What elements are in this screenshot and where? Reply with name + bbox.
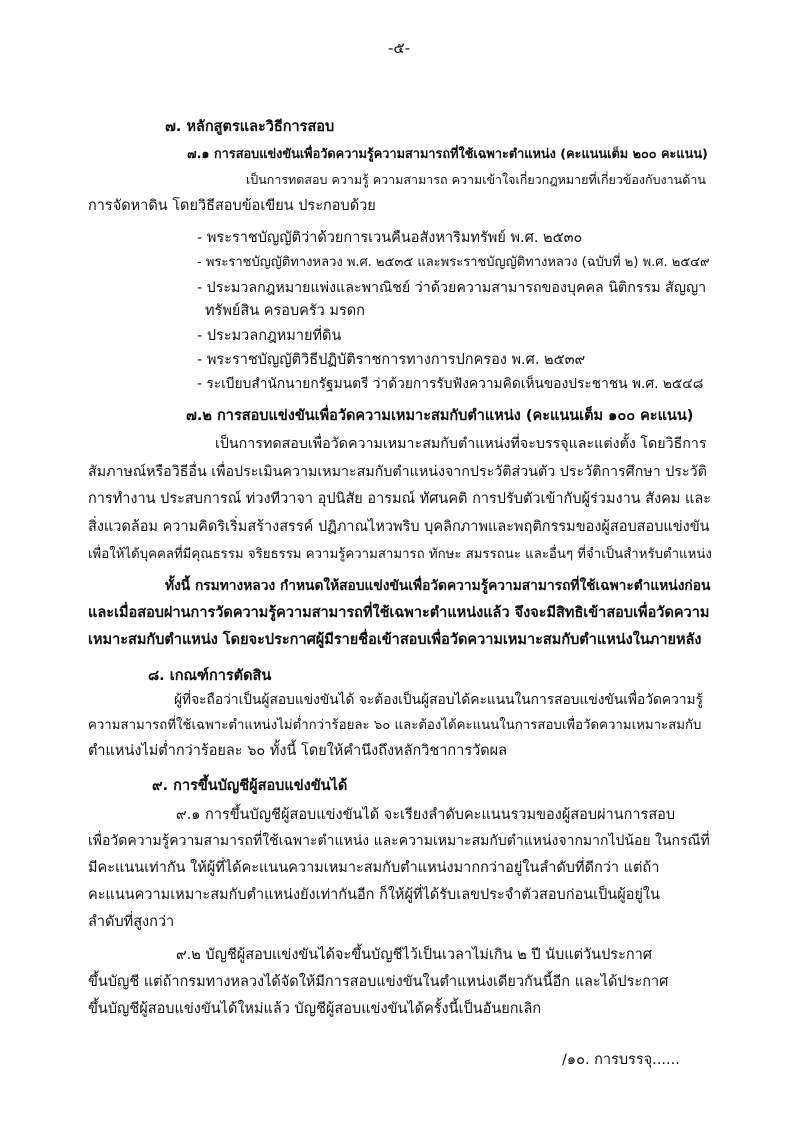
section-9-1-line: มีคะแนนเท่ากัน ให้ผู้ที่ได้คะแนนความเหมาะสมกับตำแหน่งมากกว่าอยู่ในลำดับที่ดีกว่า แต่ถ้า xyxy=(88,860,660,876)
law-list-item: - พระราชบัญญัติว่าด้วยการเวนคืนอสังหาริมทรัพย์ พ.ศ. ๒๕๓๐ xyxy=(197,230,583,246)
note-line: ทั้งนี้ กรมทางหลวง กำหนดให้สอบแข่งขันเพื่อวัดความรู้ความสามารถที่ใช้เฉพาะตำแหน่งก่อน xyxy=(165,578,711,594)
section-8-line: ตำแหน่งไม่ต่ำกว่าร้อยละ ๖๐ ทั้งนี้ โดยให้คำนึงถึงหลักวิชาการวัดผล xyxy=(88,743,508,759)
section-8-heading: ๘. เกณฑ์การตัดสิน xyxy=(148,668,272,684)
section-8-line: ผู้ที่จะถือว่าเป็นผู้สอบแข่งขันได้ จะต้องเป็นผู้สอบได้คะแนนในการสอบแข่งขันเพื่อวัดความรู้ xyxy=(174,692,703,708)
section-7-2-line: การทำงาน ประสบการณ์ ท่วงทีวาจา อุปนิสัย อารมณ์ ทัศนคติ การปรับตัวเข้ากับผู้ร่วมงาน สังคม และ xyxy=(88,491,712,507)
section-8-line: ความสามารถที่ใช้เฉพาะตำแหน่งไม่ต่ำกว่าร้อยละ ๖๐ และต้องได้คะแนนในการสอบเพื่อวัดความเหมาะสมกับ xyxy=(88,718,702,733)
continuation-text: /๑๐. การบรรจุ...... xyxy=(562,1052,680,1068)
law-list-item: - ระเบียบสำนักนายกรัฐมนตรี ว่าด้วยการรับฟังความคิดเห็นของประชาชน พ.ศ. ๒๕๔๘ xyxy=(197,376,704,392)
law-list-item: - พระราชบัญญัติทางหลวง พ.ศ. ๒๕๓๕ และพระราชบัญญัติทางหลวง (ฉบับที่ ๒) พ.ศ. ๒๕๔๙ xyxy=(197,255,710,270)
section-9-2-line: ๙.๒ บัญชีผู้สอบแข่งขันได้จะขึ้นบัญชีไว้เป็นเวลาไม่เกิน ๒ ปี นับแต่วันประกาศ xyxy=(176,947,652,963)
section-9-2-line: ขึ้นบัญชีผู้สอบแข่งขันได้ใหม่แล้ว บัญชีผู้สอบแข่งขันได้ครั้งนี้เป็นอันยกเลิก xyxy=(88,1001,542,1017)
law-list-item: - ประมวลกฎหมายแพ่งและพาณิชย์ ว่าด้วยความสามารถของบุคคล นิติกรรม สัญญา xyxy=(197,280,707,296)
section-7-2-line: เป็นการทดสอบเพื่อวัดความเหมาะสมกับตำแหน่งที่จะบรรจุและแต่งตั้ง โดยวิธีการ xyxy=(215,436,707,452)
note-line: เหมาะสมกับตำแหน่ง โดยจะประกาศผู้มีรายชื่อเข้าสอบเพื่อวัดความเหมาะสมกับตำแหน่งในภายหลัง xyxy=(88,632,702,648)
section-7-2-line: สัมภาษณ์หรือวิธีอื่น เพื่อประเมินความเหมาะสมกับตำแหน่งจากประวัติส่วนตัว ประวัติการศึกษา ประวัติ xyxy=(88,464,707,480)
note-line: และเมื่อสอบผ่านการวัดความรู้ความสามารถที่ใช้เฉพาะตำแหน่งแล้ว จึงจะมีสิทธิเข้าสอบเพื่อวัดความ xyxy=(88,605,710,621)
section-7-1-heading: ๗.๑ การสอบแข่งขันเพื่อวัดความรู้ความสามารถที่ใช้เฉพาะตำแหน่ง (คะแนนเต็ม ๒๐๐ คะแนน) xyxy=(187,147,708,162)
law-list-item: - พระราชบัญญัติวิธีปฏิบัติราชการทางการปกครอง พ.ศ. ๒๕๓๙ xyxy=(197,352,586,368)
section-9-heading: ๙. การขึ้นบัญชีผู้สอบแข่งขันได้ xyxy=(152,778,348,794)
section-9-1-line: เพื่อวัดความรู้ความสามารถที่ใช้เฉพาะตำแหน่ง และความเหมาะสมกับตำแหน่งจากมากไปน้อย ในกรณีที่ xyxy=(88,833,710,849)
section-9-2-line: ขึ้นบัญชี แต่ถ้ากรมทางหลวงได้จัดให้มีการสอบแข่งขันในตำแหน่งเดียวกันนี้อีก และได้ประกาศ xyxy=(88,974,669,990)
section-7-1-line: เป็นการทดสอบ ความรู้ ความสามารถ ความเข้าใจเกี่ยวกฎหมายที่เกี่ยวข้องกับงานด้าน xyxy=(246,172,706,187)
section-7-heading: ๗. หลักสูตรและวิธีการสอบ xyxy=(165,119,335,135)
page-number: -๕- xyxy=(388,39,411,57)
section-7-1-line: การจัดหาดิน โดยวิธีสอบข้อเขียน ประกอบด้วย xyxy=(88,198,376,214)
section-7-2-heading: ๗.๒ การสอบแข่งขันเพื่อวัดความเหมาะสมกับตำแหน่ง (คะแนนเต็ม ๑๐๐ คะแนน) xyxy=(186,408,694,424)
section-7-2-line: เพื่อให้ได้บุคคลที่มีคุณธรรม จริยธรรม ความรู้ความสามารถ ทักษะ สมรรถนะ และอื่นๆ ที่จำเป็นสำหรับตำแหน่ง xyxy=(88,547,712,562)
law-list-item: - ประมวลกฎหมายที่ดิน xyxy=(197,328,342,344)
section-9-1-line: ลำดับที่สูงกว่า xyxy=(88,914,175,930)
section-9-1-line: คะแนนความเหมาะสมกับตำแหน่งยังเท่ากันอีก ก็ให้ผู้ที่ได้รับเลขประจำตัวสอบก่อนเป็นผู้อยู่ใน xyxy=(88,887,660,903)
law-list-item: ทรัพย์สิน ครอบครัว มรดก xyxy=(205,303,365,319)
section-9-1-line: ๙.๑ การขึ้นบัญชีผู้สอบแข่งขันได้ จะเรียงลำดับคะแนนรวมของผู้สอบผ่านการสอบ xyxy=(176,807,676,823)
section-7-2-line: สิ่งแวดล้อม ความคิดริเริ่มสร้างสรรค์ ปฏิภาณไหวพริบ บุคลิกภาพและพฤติกรรมของผู้สอบสอบแข่งขัน xyxy=(88,519,710,535)
